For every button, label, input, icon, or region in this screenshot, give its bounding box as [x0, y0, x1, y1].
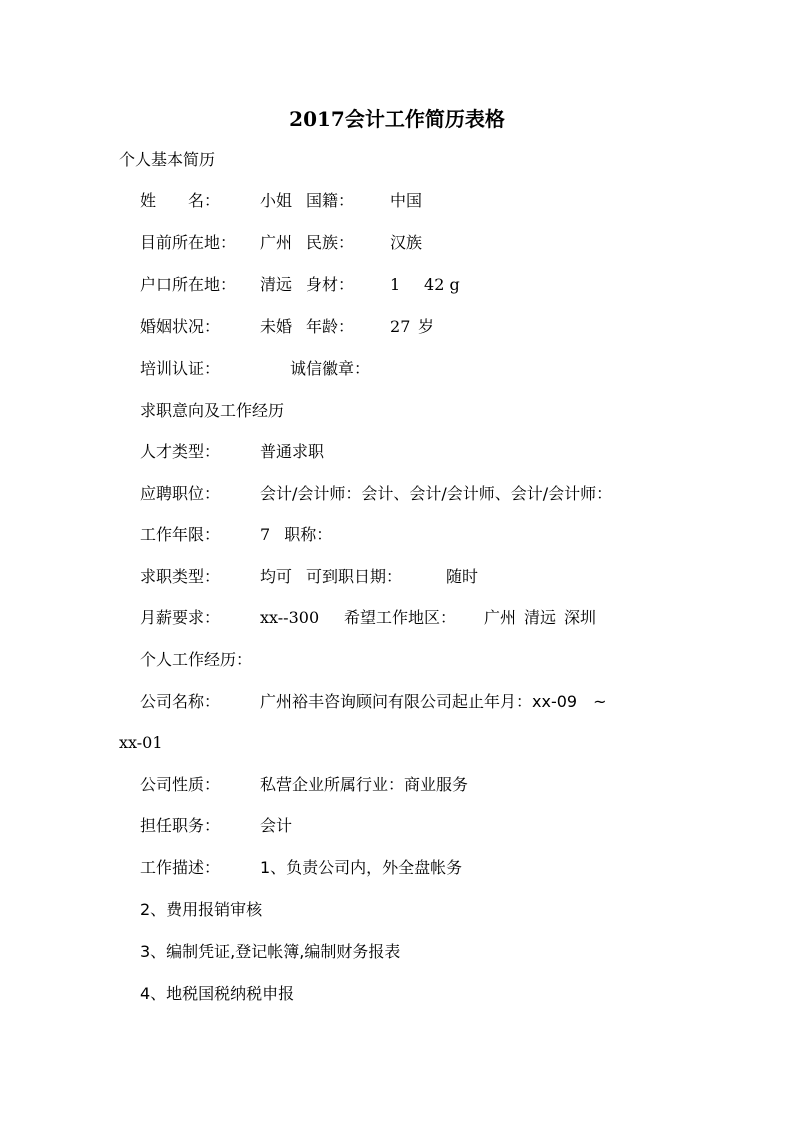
row-years — [140, 523, 332, 547]
row-marriage — [140, 315, 434, 339]
name-label: 姓 名： — [140, 191, 221, 210]
residence-label: 目前所在地： — [140, 233, 237, 252]
company-type-label: 公司性质： — [140, 775, 221, 794]
work-area-shenzhen: 深圳 — [564, 608, 597, 627]
desc-item-2: 2、费用报销审核 — [140, 900, 263, 919]
row-job-type — [140, 565, 478, 589]
start-date-value: 随时 — [446, 567, 479, 586]
age-value: 27 — [390, 317, 411, 336]
desc-label: 工作描述： — [140, 858, 221, 877]
work-area-label: 希望工作地区： — [344, 608, 457, 627]
row-name — [140, 189, 422, 213]
row-salary — [140, 606, 596, 630]
document-title: 2017会计工作简历表格 — [289, 107, 505, 131]
training-label: 培训认证： — [140, 359, 221, 378]
job-type-value: 均可 — [260, 567, 293, 586]
company-label: 公司名称： — [140, 692, 221, 711]
professional-title-label: 职称： — [284, 525, 333, 544]
age-unit: 岁 — [418, 317, 435, 336]
row-training — [140, 357, 370, 381]
marriage-value: 未婚 — [260, 317, 293, 336]
body-label: 身材： — [306, 275, 355, 294]
company-period-end: xx-01 — [119, 733, 163, 752]
age-label: 年龄： — [306, 317, 355, 336]
talent-type-label: 人才类型： — [140, 442, 221, 461]
body-value-b: 42 g — [424, 275, 460, 294]
job-type-label: 求职类型： — [140, 567, 221, 586]
hukou-label: 户口所在地： — [140, 275, 237, 294]
work-area-qingyuan: 清远 — [524, 608, 557, 627]
salary-value: xx--300 — [260, 608, 320, 627]
ethnicity-value: 汉族 — [390, 233, 423, 252]
row-desc — [140, 856, 462, 880]
talent-type-value: 普通求职 — [260, 442, 325, 461]
row-duty — [140, 814, 292, 838]
years-label: 工作年限： — [140, 525, 221, 544]
section-intent-heading: 求职意向及工作经历 — [140, 401, 285, 420]
work-area-guangzhou: 广州 — [484, 608, 517, 627]
integrity-badge-label: 诚信徽章： — [290, 359, 371, 378]
start-date-label: 可到职日期： — [306, 567, 403, 586]
duty-value: 会计 — [260, 816, 293, 835]
row-company-type — [140, 773, 468, 797]
name-value: 小姐 — [260, 191, 293, 210]
marriage-label: 婚姻状况： — [140, 317, 221, 336]
row-talent-type — [140, 440, 324, 464]
row-hukou — [140, 273, 460, 297]
row-residence — [140, 231, 422, 255]
desc-item-3: 3、编制凭证,登记帐簿,编制财务报表 — [140, 942, 401, 961]
row-company — [140, 690, 606, 714]
hukou-value: 清远 — [260, 275, 293, 294]
desc-value: 1、负责公司内，外全盘帐务 — [260, 858, 463, 877]
position-value: 会计/会计师：会计、会计/会计师、会计/会计师： — [260, 484, 613, 503]
company-value: 广州裕丰咨询顾问有限公司起止年月：xx-09 ~ — [260, 692, 607, 711]
duty-label: 担任职务： — [140, 816, 221, 835]
nationality-label: 国籍： — [306, 191, 355, 210]
section-work-heading: 个人工作经历： — [140, 650, 253, 669]
company-type-value: 私营企业所属行业：商业服务 — [260, 775, 469, 794]
body-value-a: 1 — [390, 275, 401, 294]
ethnicity-label: 民族： — [306, 233, 355, 252]
position-label: 应聘职位： — [140, 484, 221, 503]
years-value: 7 — [260, 525, 271, 544]
nationality-value: 中国 — [390, 191, 423, 210]
salary-label: 月薪要求： — [140, 608, 221, 627]
row-position — [140, 482, 612, 506]
desc-item-4: 4、地税国税纳税申报 — [140, 984, 295, 1003]
section-basic-heading: 个人基本简历 — [119, 150, 216, 169]
residence-value: 广州 — [260, 233, 293, 252]
